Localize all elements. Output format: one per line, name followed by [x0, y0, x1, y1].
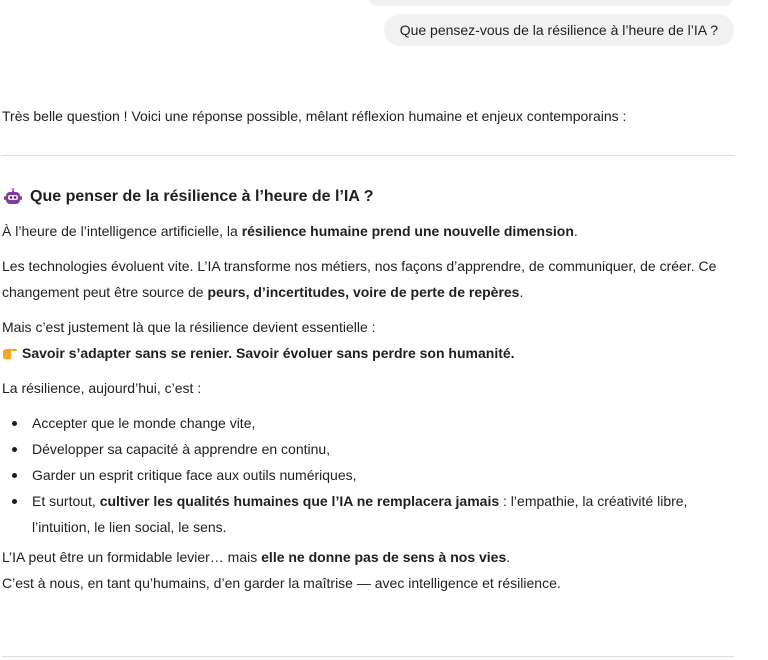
- divider-top: [2, 155, 734, 156]
- list-item: Garder un esprit critique face aux outils numériques,: [2, 462, 732, 488]
- bold-text: Savoir s’adapter sans se renier. Savoir évoluer sans perdre son humanité.: [22, 345, 515, 361]
- previous-message-bubble: [368, 0, 734, 6]
- robot-icon: [4, 188, 22, 206]
- text: .: [519, 284, 524, 300]
- text: À l’heure de l’intelligence artificielle, la: [2, 223, 242, 239]
- bold-text: cultiver les qualités humaines que l’IA ne remplacera jamais: [99, 493, 500, 509]
- text: C’est à nous, en tant qu’humains, d’en garder la maîtrise — avec intelligence et résilience.: [2, 575, 561, 591]
- pointing-hand-icon: [2, 346, 18, 360]
- paragraph-1: [2, 218, 732, 244]
- text: Mais c’est justement là que la résilience devient essentielle :: [2, 319, 376, 335]
- paragraph-2: [2, 253, 732, 305]
- bold-text: résilience humaine prend une nouvelle dimension: [241, 223, 574, 239]
- paragraph-4: La résilience, aujourd’hui, c’est :: [2, 380, 202, 396]
- text: .: [506, 549, 511, 565]
- divider-bottom: [2, 656, 734, 657]
- list-item: [2, 488, 732, 540]
- bullet-list: [2, 410, 732, 540]
- bold-text: peurs, d’incertitudes, voire de perte de repères: [207, 284, 520, 300]
- text: Et surtout,: [32, 493, 100, 509]
- text: L’IA peut être un formidable levier… mais: [2, 549, 262, 565]
- list-item: Développer sa capacité à apprendre en continu,: [2, 436, 732, 462]
- response-body: [2, 218, 732, 605]
- assistant-intro: Très belle question ! Voici une réponse possible, mêlant réflexion humaine et enjeux contemporains :: [2, 108, 627, 124]
- paragraph-3: [2, 314, 732, 366]
- bold-text: elle ne donne pas de sens à nos vies: [261, 549, 507, 565]
- text: Les technologies évoluent vite. L’IA transforme nos métiers, nos façons d’apprendre, de communiquer, de créer. Ce changement peut être source de: [2, 258, 717, 300]
- user-message-bubble: [384, 14, 734, 46]
- response-heading: [4, 186, 374, 208]
- text: .: [573, 223, 578, 239]
- heading-text: Que penser de la résilience à l’heure de l’IA ?: [30, 188, 374, 205]
- list-item: Accepter que le monde change vite,: [2, 410, 732, 436]
- paragraph-5: [2, 544, 732, 596]
- user-message-text: Que pensez-vous de la résilience à l’heure de l’IA ?: [399, 22, 718, 38]
- text: : l’empathie, la créativité libre, l’intuition, le lien social, le sens.: [32, 493, 688, 535]
